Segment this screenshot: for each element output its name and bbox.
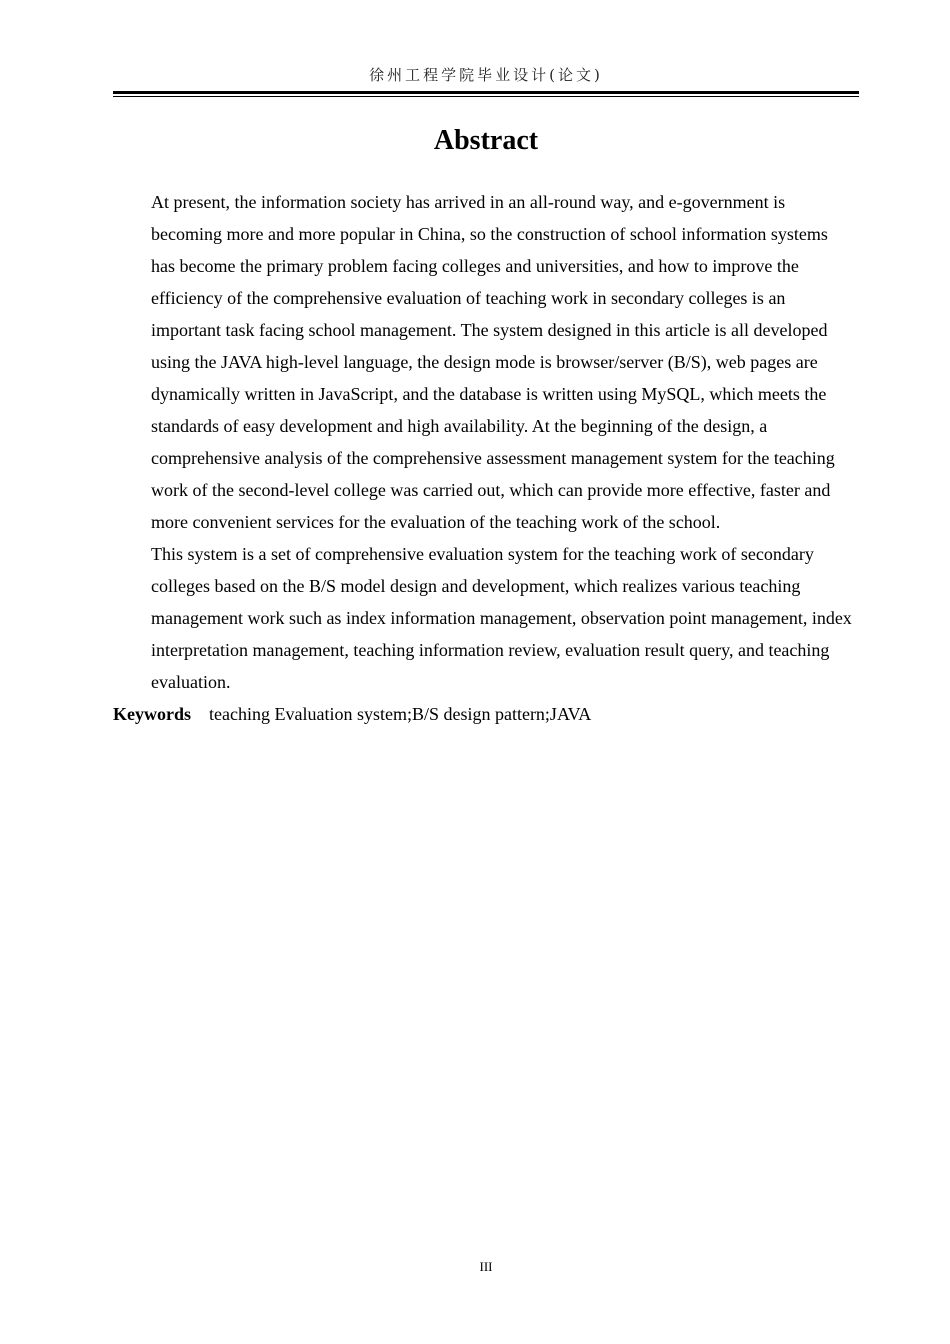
- paragraph-line: colleges based on the B/S model design and development, which realizes various teaching: [151, 576, 801, 596]
- paragraph-line: management work such as index information management, observation point management, index: [151, 608, 852, 628]
- abstract-paragraph-2: [113, 538, 859, 698]
- paragraph-line: becoming more and more popular in China, so the construction of school information systems: [151, 224, 828, 244]
- paragraph-line: interpretation management, teaching information review, evaluation result query, and teaching: [151, 640, 830, 660]
- paragraph-line: At present, the information society has arrived in an all-round way, and e-government is: [151, 192, 786, 212]
- paragraph-line: more convenient services for the evaluation of the teaching work of the school.: [151, 512, 721, 532]
- keywords-text: teaching Evaluation system;B/S design pattern;JAVA: [209, 704, 592, 724]
- keywords-label: Keywords: [113, 704, 191, 724]
- paragraph-line: comprehensive analysis of the comprehensive assessment management system for the teaching: [151, 448, 835, 468]
- paragraph-line: has become the primary problem facing colleges and universities, and how to improve the: [151, 256, 799, 276]
- abstract-title: Abstract: [433, 125, 539, 156]
- paragraph-line: This system is a set of comprehensive evaluation system for the teaching work of secondary: [151, 544, 814, 564]
- abstract-body: [113, 186, 859, 730]
- paragraph-line: using the JAVA high-level language, the design mode is browser/server (B/S), web pages are: [151, 352, 818, 372]
- paragraph-line: dynamically written in JavaScript, and the database is written using MySQL, which meets the: [151, 384, 827, 404]
- paragraph-line: work of the second-level college was carried out, which can provide more effective, faster and: [151, 480, 831, 500]
- keywords-line: [113, 698, 859, 730]
- paragraph-line: efficiency of the comprehensive evaluation of teaching work in secondary colleges is an: [151, 288, 786, 308]
- page-number: III: [479, 1259, 493, 1274]
- paragraph-line: evaluation.: [151, 672, 231, 692]
- header-rule-thin: [113, 96, 859, 97]
- paragraph-line: standards of easy development and high availability. At the beginning of the design, a: [151, 416, 768, 436]
- page-header: 徐州工程学院毕业设计(论文): [369, 66, 603, 84]
- paragraph-line: important task facing school management. The system designed in this article is all developed: [151, 320, 828, 340]
- abstract-paragraph-1: [113, 186, 859, 538]
- header-rule-thick: [113, 91, 859, 94]
